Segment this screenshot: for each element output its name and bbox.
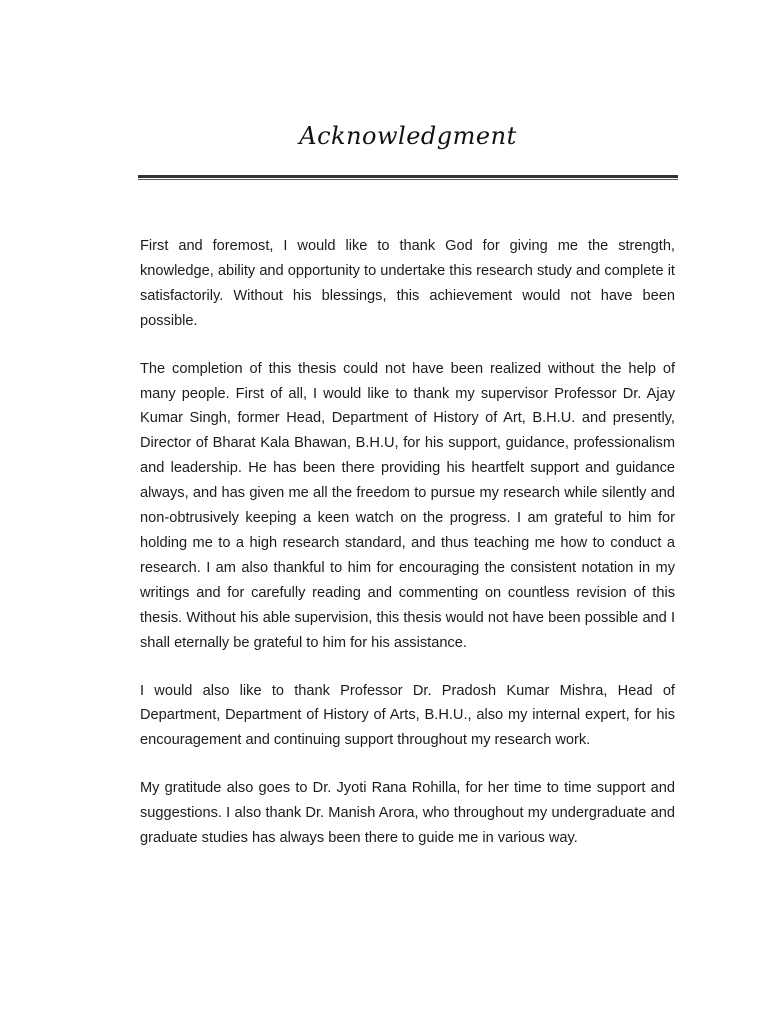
paragraph-supervisor: The completion of this thesis could not have been realized without the help of many people. First of all, I would like to thank my supervisor Professor Dr. Ajay Kumar Singh, former Head, Department of History of Art, B.H.U. and presently, Director of Bharat Kala Bhawan, B.H.U, for his support, guidance, professionalism and leadership. He has been there providing his heartfelt support and guidance always, and has given me all the freedom to pursue my research while silently and non-obtrusively keeping a keen watch on the progress. I am grateful to him for holding me to a high research standard, and thus teaching me how to conduct a research. I am also thankful to him for encouraging the consistent notation in my writings and for carefully reading and commenting on countless revision of this thesis. Without his able supervision, this thesis would not have been possible and I shall eternally be grateful to him for his assistance. [140,360,675,651]
paragraph-head-of-department: I would also like to thank Professor Dr. Pradosh Kumar Mishra, Head of Department, Department of History of Arts, B.H.U., also my internal expert, for his encouragement and continuing support throughout my research work. [140,682,675,749]
divider-thin-line [138,179,678,180]
page-title: Acknowledgment [299,122,517,150]
acknowledgment-body [140,234,675,874]
paragraph-gratitude: My gratitude also goes to Dr. Jyoti Rana Rohilla, for her time to time support and suggestions. I also thank Dr. Manish Arora, who throughout my undergraduate and graduate studies has always been there to guide me in various way. [140,780,675,847]
paragraph-god: First and foremost, I would like to thank God for giving me the strength, knowledge, ability and opportunity to undertake this research study and complete it satisfactorily. Without his blessings, this achievement would not have been possible. [140,238,675,329]
